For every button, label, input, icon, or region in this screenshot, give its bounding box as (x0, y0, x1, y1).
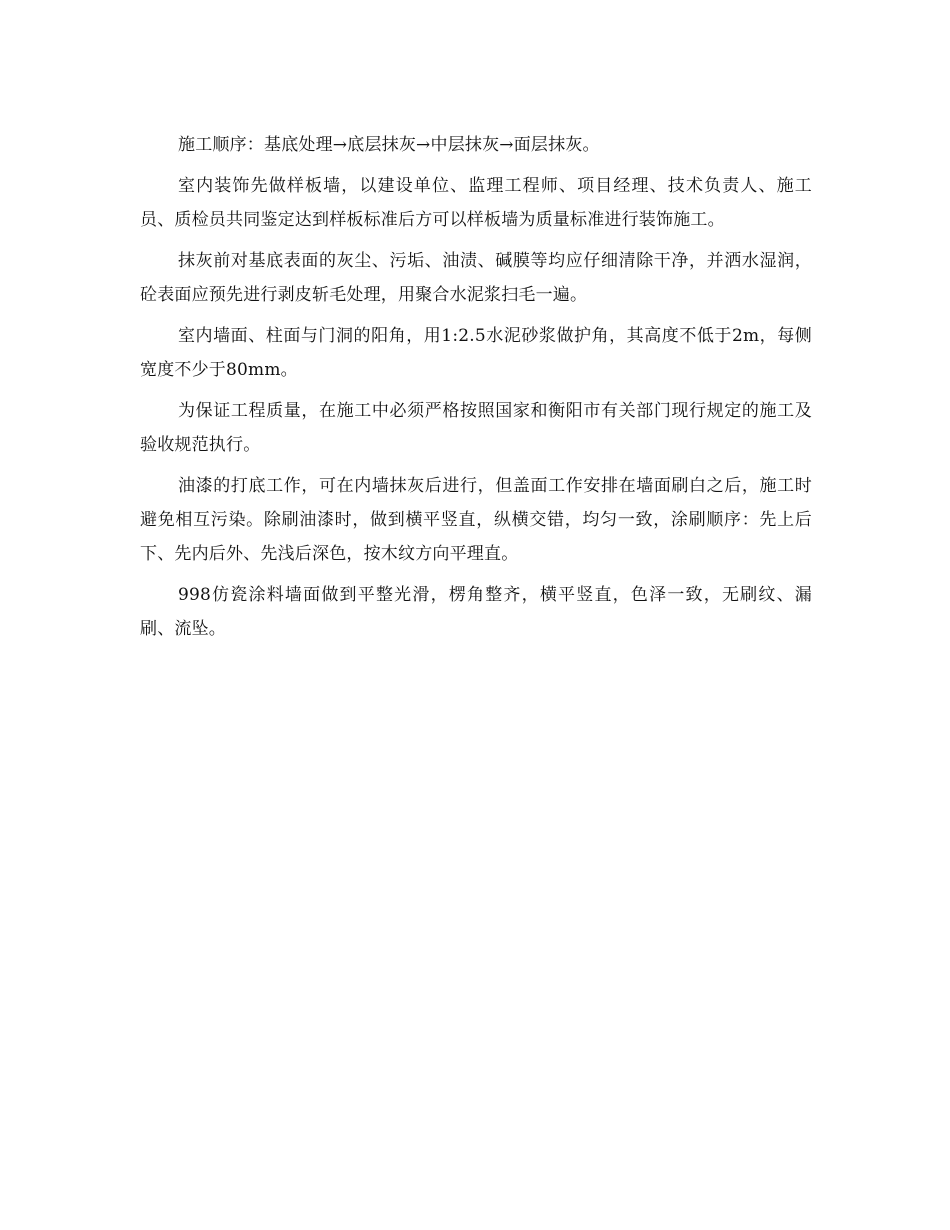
document-body (140, 128, 812, 653)
paragraph-corner-protection: 室内墙面、柱面与门洞的阳角，用1:2.5水泥砂浆做护角，其高度不低于2m，每侧宽度不少于80mm。 (140, 326, 812, 380)
paragraph-painting-work: 油漆的打底工作，可在内墙抹灰后进行，但盖面工作安排在墙面刷白之后，施工时避免相互污染。除刷油漆时，做到横平竖直，纵横交错，均匀一致，涂刷顺序：先上后下、先内后外、先浅后深色，按木纹方向平理直。 (140, 476, 812, 564)
paragraph-porcelain-coating: 998仿瓷涂料墙面做到平整光滑，楞角整齐，横平竖直，色泽一致，无刷纹、漏刷、流坠。 (140, 585, 812, 639)
paragraph-base-preparation: 抹灰前对基底表面的灰尘、污垢、油渍、碱膜等均应仔细清除干净，并洒水湿润，砼表面应预先进行剥皮斩毛处理，用聚合水泥浆扫毛一遍。 (140, 251, 812, 305)
paragraph-construction-sequence: 施工顺序：基底处理→底层抹灰→中层抹灰→面层抹灰。 (178, 135, 600, 155)
paragraph-quality-standards: 为保证工程质量，在施工中必须严格按照国家和衡阳市有关部门现行规定的施工及验收规范执行。 (140, 401, 812, 455)
paragraph-sample-wall: 室内装饰先做样板墙，以建设单位、监理工程师、项目经理、技术负责人、施工员、质检员共同鉴定达到样板标准后方可以样板墙为质量标准进行装饰施工。 (140, 176, 812, 230)
